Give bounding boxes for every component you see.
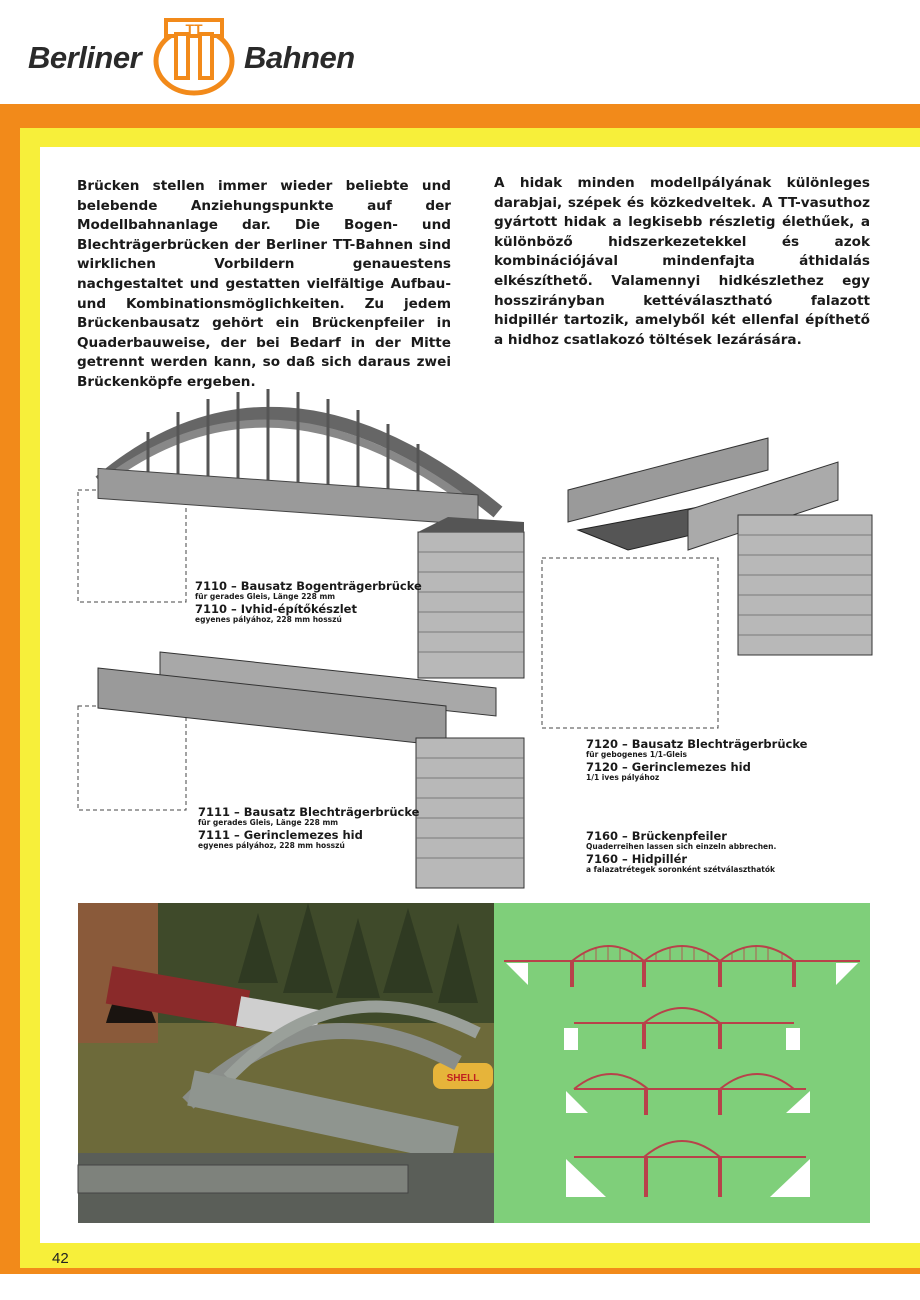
caption-7160 (586, 830, 776, 876)
caption-hu-title: 7111 – Gerinclemezes hid (198, 827, 363, 842)
arch-bridge-illustration (78, 372, 528, 682)
caption-hu-title: 7120 – Gerinclemezes hid (586, 759, 751, 774)
caption-7110 (195, 580, 422, 626)
caption-de-title: 7120 – Bausatz Blechträgerbrücke (586, 737, 808, 751)
shell-sign: SHELL (446, 1073, 480, 1084)
tt-logo-icon (152, 14, 236, 96)
caption-7111 (198, 806, 419, 852)
caption-de-title: 7160 – Brückenpfeiler (586, 829, 727, 843)
page-number: 42 (52, 1250, 69, 1267)
caption-hu-desc: egyenes pályához, 228 mm hosszú (198, 840, 345, 850)
brand-name-right: Bahnen (244, 40, 355, 75)
caption-hu-desc: 1/1 ives pályához (586, 772, 660, 782)
page-header (0, 0, 920, 104)
straight-plate-bridge-illustration (78, 648, 528, 892)
caption-de-desc: für gerades Gleis, Länge 228 mm (198, 817, 339, 827)
caption-hu-desc: a falazatrétegek soronként szétválaszthatók (586, 864, 775, 874)
caption-de-desc: Quaderreihen lassen sich einzeln abbrechen. (586, 841, 777, 851)
bridge-combinations-diagram (494, 903, 870, 1223)
caption-de-desc: für gebogenes 1/1-Gleis (586, 749, 687, 759)
intro-hungarian: A hidak minden modellpályának különleges darabjai, szépek és közkedveltek. A TT-vasuthoz gyártott hidak a legkisebb részletig élethűek, a különböző hidszerkezetekkel és azok kombinációjával mindenfajta áthidalás elkészíthető. Valamennyi hidkészlethez egy hosszirányban kettéválasztható falazott hidpillér tartozik, amelyből két ellenfal építhető a hidhoz csatlakozó töltések lezárására. (494, 175, 870, 348)
brand-name-left: Berliner (28, 40, 142, 75)
caption-hu-desc: egyenes pályához, 228 mm hosszú (195, 614, 342, 624)
caption-de-desc: für gerades Gleis, Länge 228 mm (195, 591, 336, 601)
caption-de-title: 7110 – Bausatz Bogenträgerbrücke (195, 579, 422, 593)
footer-url[interactable]: berliner-tt-bahnen.info (24, 1277, 191, 1296)
caption-7120 (586, 738, 807, 784)
caption-de-title: 7111 – Bausatz Blechträgerbrücke (198, 805, 420, 819)
layout-photo (78, 903, 494, 1223)
logo-text: TT (185, 21, 203, 37)
intro-german: Brücken stellen immer wieder beliebte und belebende Anziehungspunkte auf der Modellbahnanlage dar. Die Bogen- und Blechträgerbrücken der Berliner TT-Bahnen sind wirklichen Vorbildern genauestens nachgestaltet und gestatten vielfältige Aufbau- und Kombinationsmöglichkeiten. Zu jedem Brückenbausatz gehört ein Brückenpfeiler in Quaderbauweise, der bei Bedarf in der Mitte getrennt werden kann, so daß sich daraus zwei Brückenköpfe ergeben. (77, 178, 451, 390)
curved-plate-bridge-illustration (538, 430, 878, 730)
caption-hu-title: 7160 – Hidpillér (586, 851, 688, 866)
caption-hu-title: 7110 – Ivhid-építőkészlet (195, 601, 357, 616)
